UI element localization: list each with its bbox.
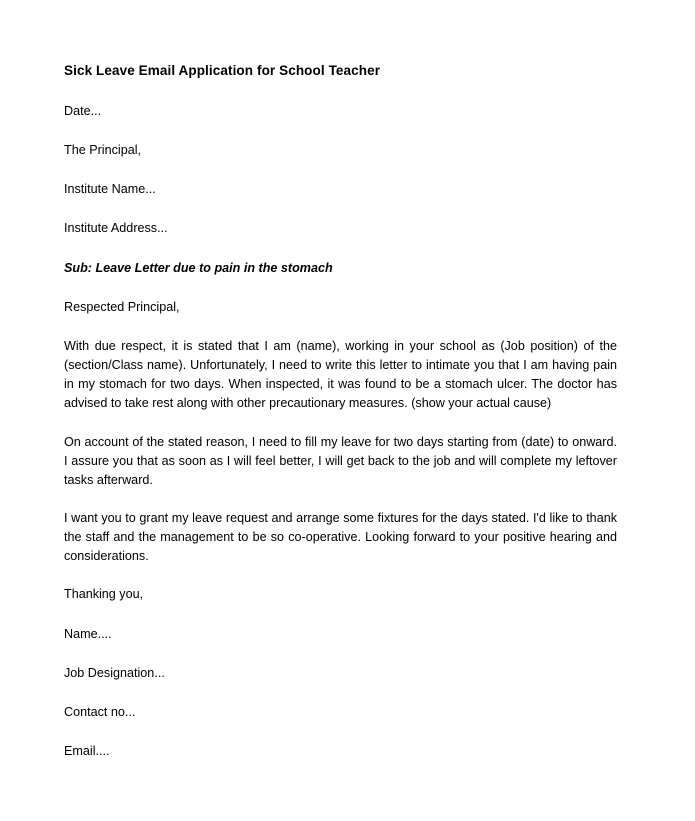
page-title: Sick Leave Email Application for School Teacher — [64, 63, 381, 78]
signature-line-designation: Job Designation... — [64, 665, 165, 680]
letter-body — [64, 337, 631, 566]
letter-paragraph-2: On account of the stated reason, I need to fill my leave for two days starting from (date) to onward. I assure you that as soon as I will feel better, I will get back to the job and will complete my leftover tasks afterward. — [64, 434, 617, 487]
signature-line-email: Email.... — [64, 744, 110, 759]
header-line-recipient: The Principal, — [64, 142, 141, 157]
header-line-institute-name: Institute Name... — [64, 182, 156, 197]
letter-salutation: Respected Principal, — [64, 299, 180, 314]
letter-signature-block — [64, 585, 631, 760]
signature-line-contact: Contact no... — [64, 705, 136, 720]
letter-header-block — [64, 102, 631, 238]
letter-paragraph-1: With due respect, it is stated that I am (name), working in your school as (Job position) of the (section/Class name). Unfortunately, I need to write this letter to intimate you that I am having pain in my stomach for two days. When inspected, it was found to be a stomach ulcer. The doctor has advised to take rest along with other precautionary measures. (show your actual cause) — [64, 339, 617, 411]
letter-closing: Thanking you, — [64, 587, 144, 602]
letter-subject: Sub: Leave Letter due to pain in the stomach — [64, 260, 333, 275]
letter-paragraph-3: I want you to grant my leave request and arrange some fixtures for the days stated. I'd like to thank the staff and the management to be so co-operative. Looking forward to your positive hearing and considerations. — [64, 511, 617, 564]
signature-line-name: Name.... — [64, 626, 112, 641]
header-line-date: Date... — [64, 103, 102, 118]
header-line-institute-address: Institute Address... — [64, 221, 168, 236]
